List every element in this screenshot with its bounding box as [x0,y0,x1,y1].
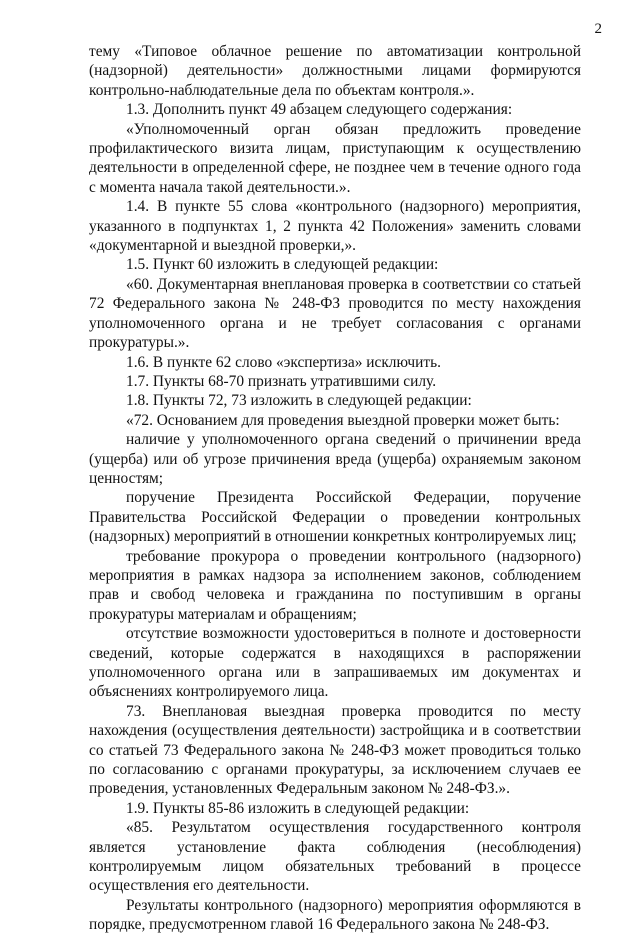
paragraph-ground-prosecutor: требование прокурора о проведении контрольного (надзорного) мероприятия в рамках надзора за исполнением законов, соблюдением прав и свобод человека и гражданина по поступившим в органы прокуратуры материалам и обращениям; [89,547,581,623]
paragraph-quote-85: «85. Результатом осуществления государственного контроля является установление факта соблюдения (несоблюдения) контролируемым лицом обязательных требований в процессе осуществления его деятельности. [89,819,581,895]
paragraph-ground-order: поручение Президента Российской Федерации, поручение Правительства Российской Федерации о проведении контрольных (надзорных) мероприятий в отношении конкретных контролируемых лиц; [89,489,581,546]
paragraph-continuation: тему «Типовое облачное решение по автоматизации контрольной (надзорной) деятельности» должностными лицами формируются контрольно-наблюдательные дела по объектам контроля.». [89,43,581,99]
page-number: 2 [594,21,602,37]
paragraph-quote-49: «Уполномоченный орган обязан предложить проведение профилактического визита лицам, приступающим к осуществлению деятельности в определенной сфере, не позднее чем в течение одного года с момента начала такой деятельности.». [89,120,581,196]
paragraph-1-8: 1.8. Пункты 72, 73 изложить в следующей редакции: [126,392,472,410]
paragraph-73: 73. Внеплановая выездная проверка проводится по месту нахождения (осуществления деятельности) застройщика и в соответствии со статьей 73 Федерального закона № 248-ФЗ может проводиться только по согласованию с органами прокуратуры, за исключением случаев ее проведения, установленных Федеральным законом № 248-ФЗ.». [89,702,581,798]
paragraph-1-3: 1.3. Дополнить пункт 49 абзацем следующего содержания: [126,101,513,119]
paragraph-ground-harm: наличие у уполномоченного органа сведений о причинении вреда (ущерба) или об угрозе причинения вреда (ущерба) охраняемым законом ценностям; [89,431,581,487]
paragraph-1-9: 1.9. Пункты 85-86 изложить в следующей редакции: [126,799,470,817]
paragraph-1-5: 1.5. Пункт 60 изложить в следующей редакции: [126,256,439,274]
paragraph-1-7: 1.7. Пункты 68-70 признать утратившими силу. [126,372,437,390]
document-body [89,42,581,935]
paragraph-1-6: 1.6. В пункте 62 слово «экспертиза» исключить. [126,353,441,371]
paragraph-ground-verification: отсутствие возможности удостовериться в полноте и достоверности сведений, которые содержатся в находящихся в распоряжении уполномоченного органа или в запрашиваемых им документах и объяснениях контролируемого лица. [89,625,581,701]
paragraph-results: Результаты контрольного (надзорного) мероприятия оформляются в порядке, предусмотренном главой 16 Федерального закона № 248-ФЗ. [89,896,581,934]
paragraph-quote-72: «72. Основанием для проведения выездной проверки может быть: [126,411,560,429]
paragraph-1-4: 1.4. В пункте 55 слова «контрольного (надзорного) мероприятия, указанного в подпунктах 1, 2 пункта 42 Положения» заменить словами «документарной и выездной проверки,». [89,198,581,255]
paragraph-quote-60: «60. Документарная внеплановая проверка в соответствии со статьей 72 Федерального закона № 248-ФЗ проводится по месту нахождения уполномоченного органа и не требует согласования с органами прокуратуры.». [89,275,581,352]
